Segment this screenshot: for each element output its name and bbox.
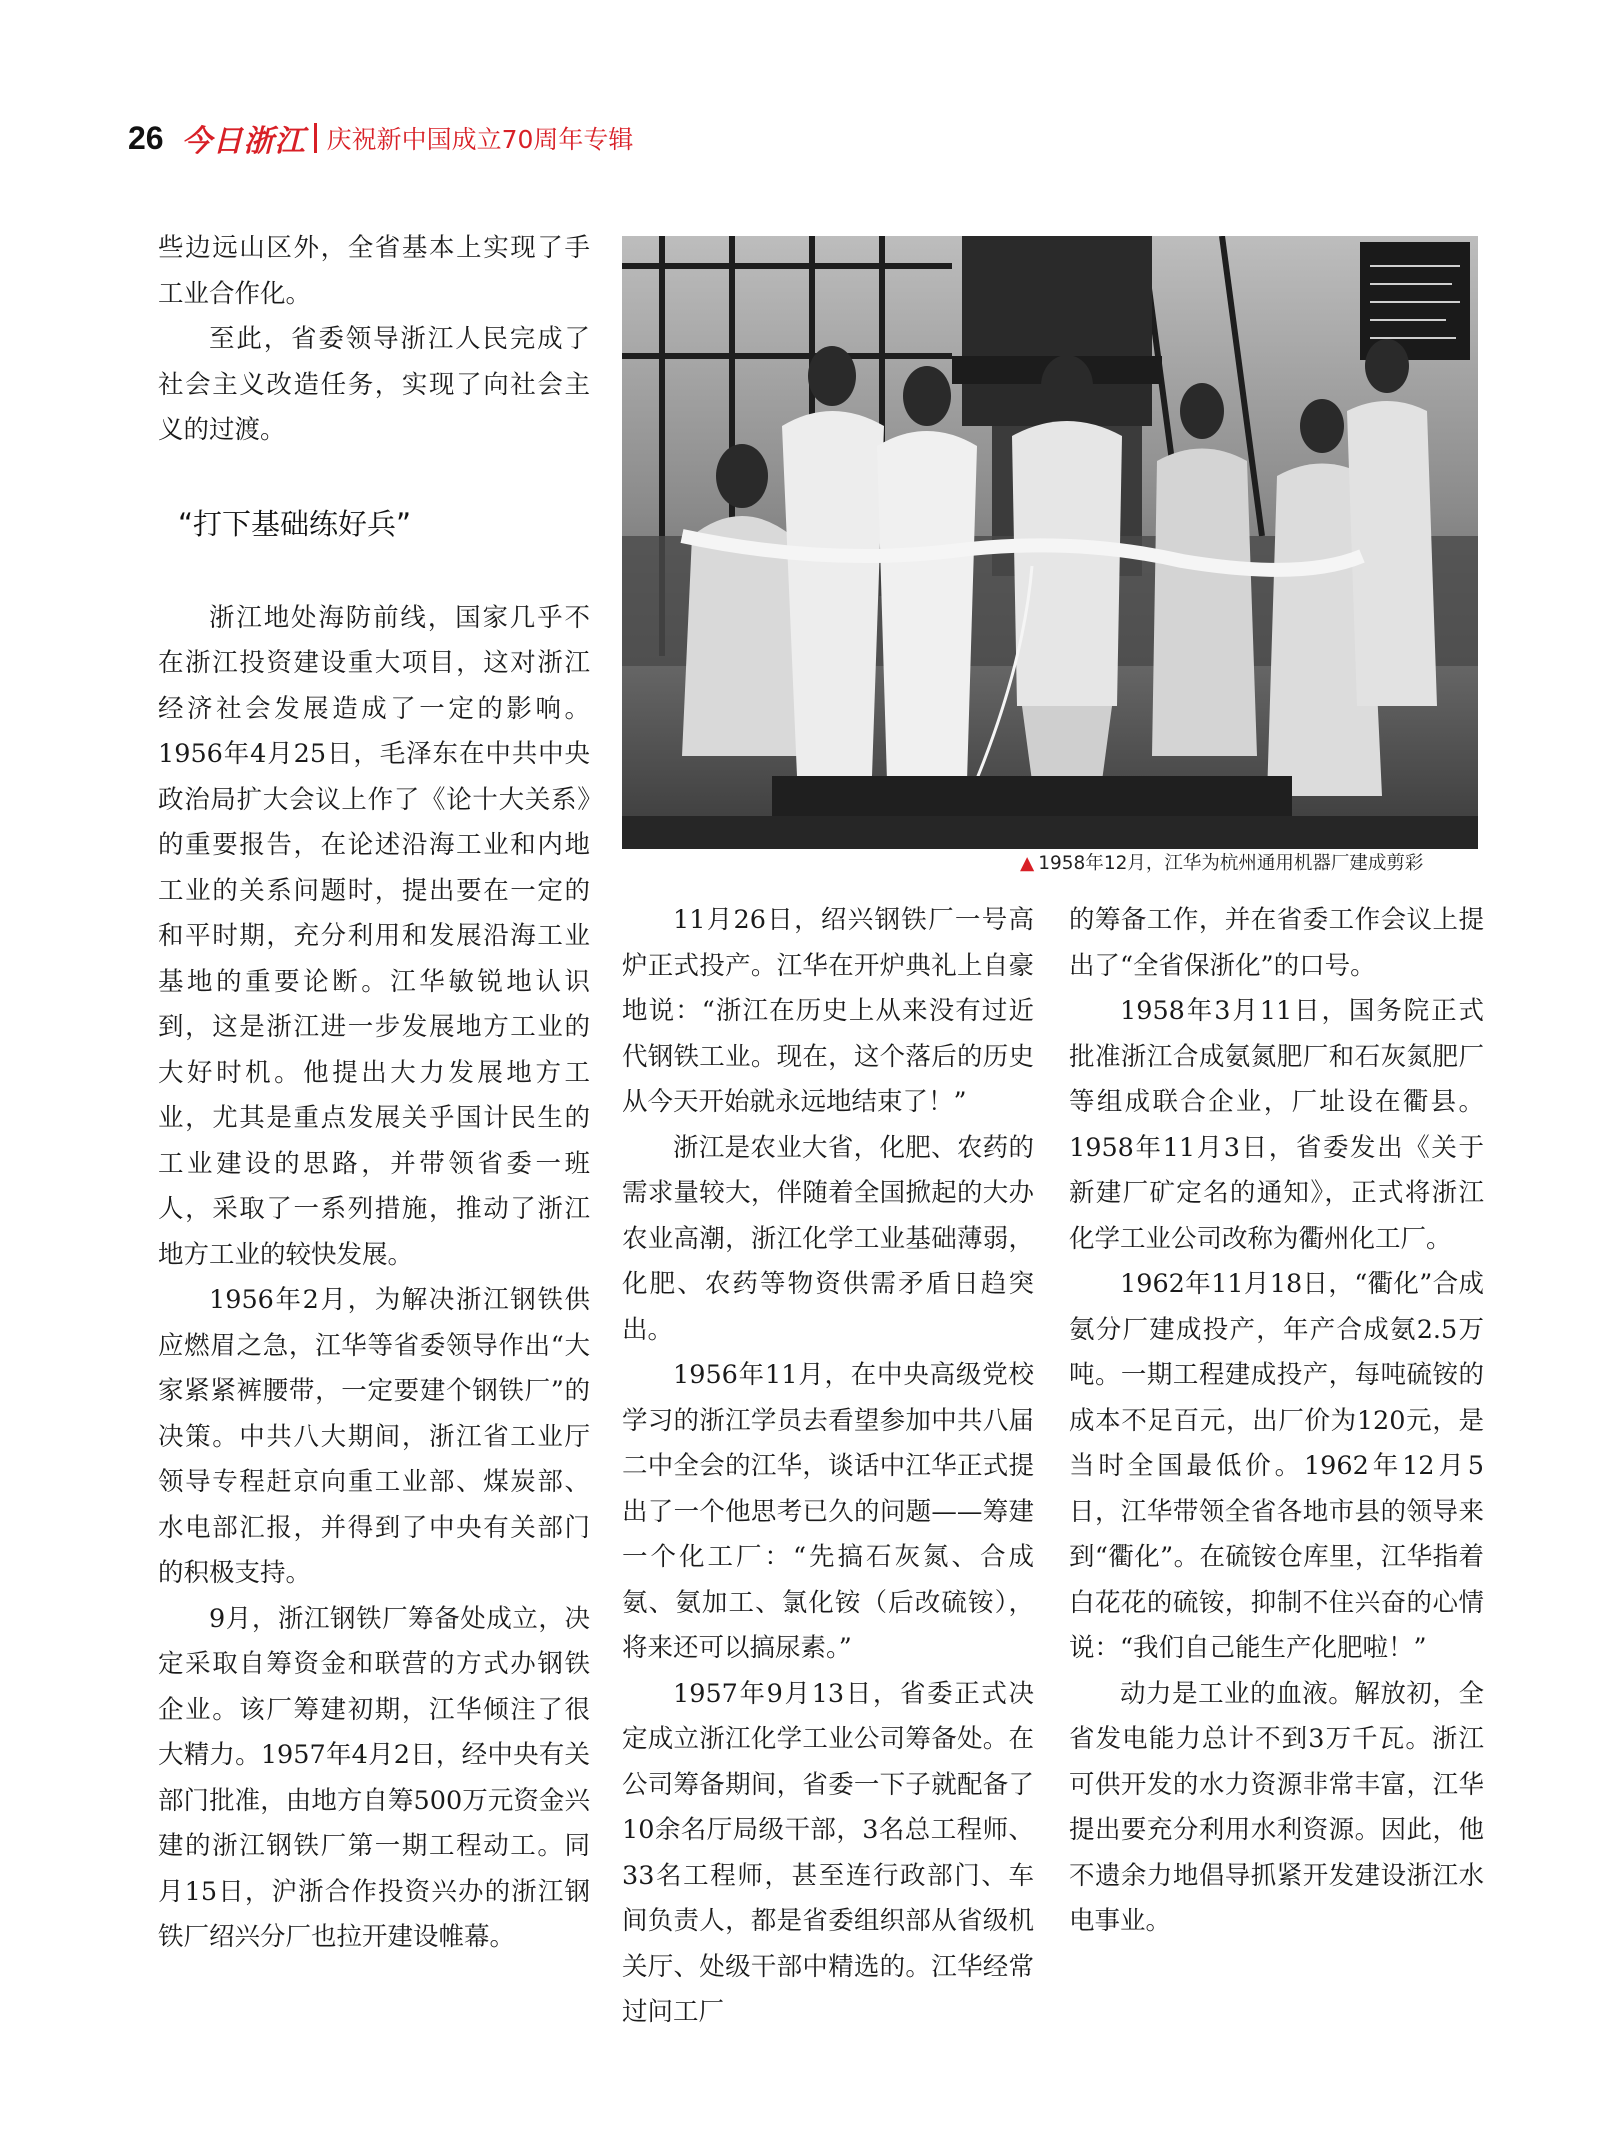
caption-triangle-icon: ▲ [1020,853,1035,874]
magazine-logo: 今日浙江 [181,124,306,159]
header-divider [314,123,317,153]
paragraph: 的筹备工作，并在省委工作会议上提出了“全省保浙化”的口号。 [1069,905,1484,981]
photo-caption [1020,852,1490,876]
ribbon-cutting-photo-image [622,236,1478,849]
article-column-3 [1069,898,1484,1945]
paragraph: 1962年11月18日，“衢化”合成氨分厂建成投产，年产合成氨2.5万吨。一期工程建成投产，每吨硫铵的成本不足百元，出厂价为120元，是当时全国最低价。1962年12月5日，江华带领全省各地市县的领导来到“衢化”。在硫铵仓库里，江华指着白花花的硫铵，抑制不住兴奋的心情说：“我们自己能生产化肥啦！” [1069,1269,1484,1663]
paragraph: 1956年11月，在中央高级党校学习的浙江学员去看望参加中共八届二中全会的江华，谈话中江华正式提出了一个他思考已久的问题——筹建一个化工厂：“先搞石灰氮、合成氨、氨加工、氯化铵（后改硫铵），将来还可以搞尿素。” [622,1360,1034,1663]
paragraph: 些边远山区外，全省基本上实现了手工业合作化。 [158,233,590,309]
paragraph: 浙江是农业大省，化肥、农药的需求量较大，伴随着全国掀起的大办农业高潮，浙江化学工业基础薄弱，化肥、农药等物资供需矛盾日趋突出。 [622,1132,1034,1345]
paragraph: 9月，浙江钢铁厂筹备处成立，决定采取自筹资金和联营的方式办钢铁企业。该厂筹建初期，江华倾注了很大精力。1957年4月2日，经中央有关部门批准，由地方自筹500万元资金兴建的浙江钢铁厂第一期工程动工。同月15日，沪浙合作投资兴办的浙江钢铁厂绍兴分厂也拉开建设帷幕。 [158,1603,590,1952]
paragraph: 浙江地处海防前线，国家几乎不在浙江投资建设重大项目，这对浙江经济社会发展造成了一定的影响。1956年4月25日，毛泽东在中共中央政治局扩大会议上作了《论十大关系》的重要报告，在论述沿海工业和内地工业的关系问题时，提出要在一定的和平时期，充分利用和发展沿海工业基地的重要论断。江华敏锐地认识到，这是浙江进一步发展地方工业的大好时机。他提出大力发展地方工业，尤其是重点发展关乎国计民生的工业建设的思路，并带领省委一班人，采取了一系列措施，推动了浙江地方工业的较快发展。 [158,602,590,1270]
section-subheading: “打下基础练好兵” [178,506,412,541]
paragraph: 1956年2月，为解决浙江钢铁供应燃眉之急，江华等省委领导作出“大家紧紧裤腰带，一定要建个钢铁厂”的决策。中共八大期间，浙江省工业厅领导专程赶京向重工业部、煤炭部、水电部汇报，并得到了中央有关部门的积极支持。 [158,1285,590,1588]
caption-text: 1958年12月，江华为杭州通用机器厂建成剪彩 [1038,853,1424,874]
paragraph: 1958年3月11日，国务院正式批准浙江合成氨氮肥厂和石灰氮肥厂等组成联合企业，厂址设在衢县。1958年11月3日，省委发出《关于新建厂矿定名的通知》，正式将浙江化学工业公司改称为衢州化工厂。 [1069,996,1484,1254]
paragraph: 1957年9月13日，省委正式决定成立浙江化学工业公司筹备处。在公司筹备期间，省委一下子就配备了10余名厅局级干部，3名总工程师、33名工程师，甚至连行政部门、车间负责人，都是省委组织部从省级机关厅、处级干部中精选的。江华经常过问工厂 [622,1678,1034,2027]
article-column-1 [158,226,590,1961]
page-header [128,118,633,158]
special-issue-title: 庆祝新中国成立70周年专辑 [326,125,634,154]
page-number: 26 [128,119,164,156]
historical-photo [622,236,1478,849]
paragraph: 11月26日，绍兴钢铁厂一号高炉正式投产。江华在开炉典礼上自豪地说：“浙江在历史上从来没有过近代钢铁工业。现在，这个落后的历史从今天开始就永远地结束了！” [622,905,1034,1117]
article-column-2 [622,898,1034,2036]
paragraph: 动力是工业的血液。解放初，全省发电能力总计不到3万千瓦。浙江可供开发的水力资源非常丰富，江华提出要充分利用水利资源。因此，他不遗余力地倡导抓紧开发建设浙江水电事业。 [1069,1678,1484,1936]
paragraph: 至此，省委领导浙江人民完成了社会主义改造任务，实现了向社会主义的过渡。 [158,324,590,445]
